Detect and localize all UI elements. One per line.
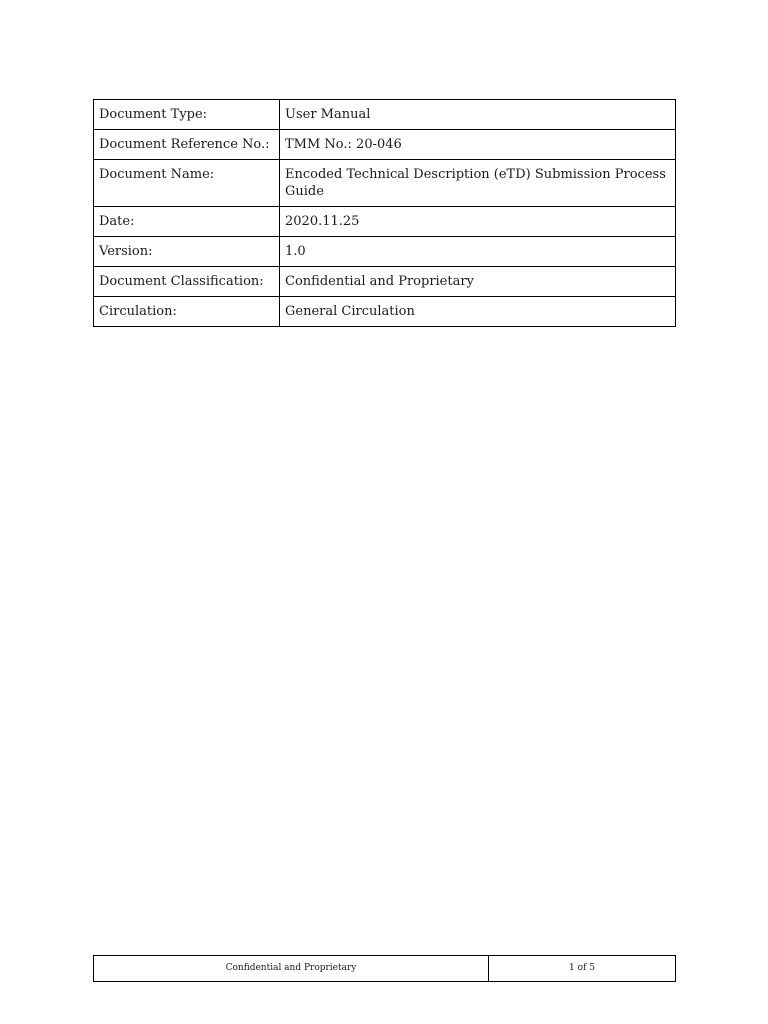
- document-reference-row: [94, 130, 676, 160]
- circulation-value: General Circulation: [280, 297, 676, 327]
- circulation-row: [94, 297, 676, 327]
- document-reference-label: Document Reference No.:: [94, 130, 280, 160]
- version-value: 1.0: [280, 237, 676, 267]
- document-name-value: Encoded Technical Description (eTD) Submission Process Guide: [280, 160, 676, 207]
- document-type-row: [94, 100, 676, 130]
- version-label: Version:: [94, 237, 280, 267]
- classification-value: Confidential and Proprietary: [280, 267, 676, 297]
- footer-classification: Confidential and Proprietary: [94, 956, 489, 982]
- classification-label: Document Classification:: [94, 267, 280, 297]
- version-row: [94, 237, 676, 267]
- document-type-value: User Manual: [280, 100, 676, 130]
- date-row: [94, 207, 676, 237]
- footer-row: [94, 956, 676, 982]
- document-name-row: [94, 160, 676, 207]
- document-reference-value: TMM No.: 20-046: [280, 130, 676, 160]
- classification-row: [94, 267, 676, 297]
- document-type-label: Document Type:: [94, 100, 280, 130]
- document-info-table: [93, 99, 676, 327]
- circulation-label: Circulation:: [94, 297, 280, 327]
- date-label: Date:: [94, 207, 280, 237]
- date-value: 2020.11.25: [280, 207, 676, 237]
- page-footer: [93, 955, 676, 982]
- document-name-label: Document Name:: [94, 160, 280, 207]
- footer-page-indicator: 1 of 5: [489, 956, 676, 982]
